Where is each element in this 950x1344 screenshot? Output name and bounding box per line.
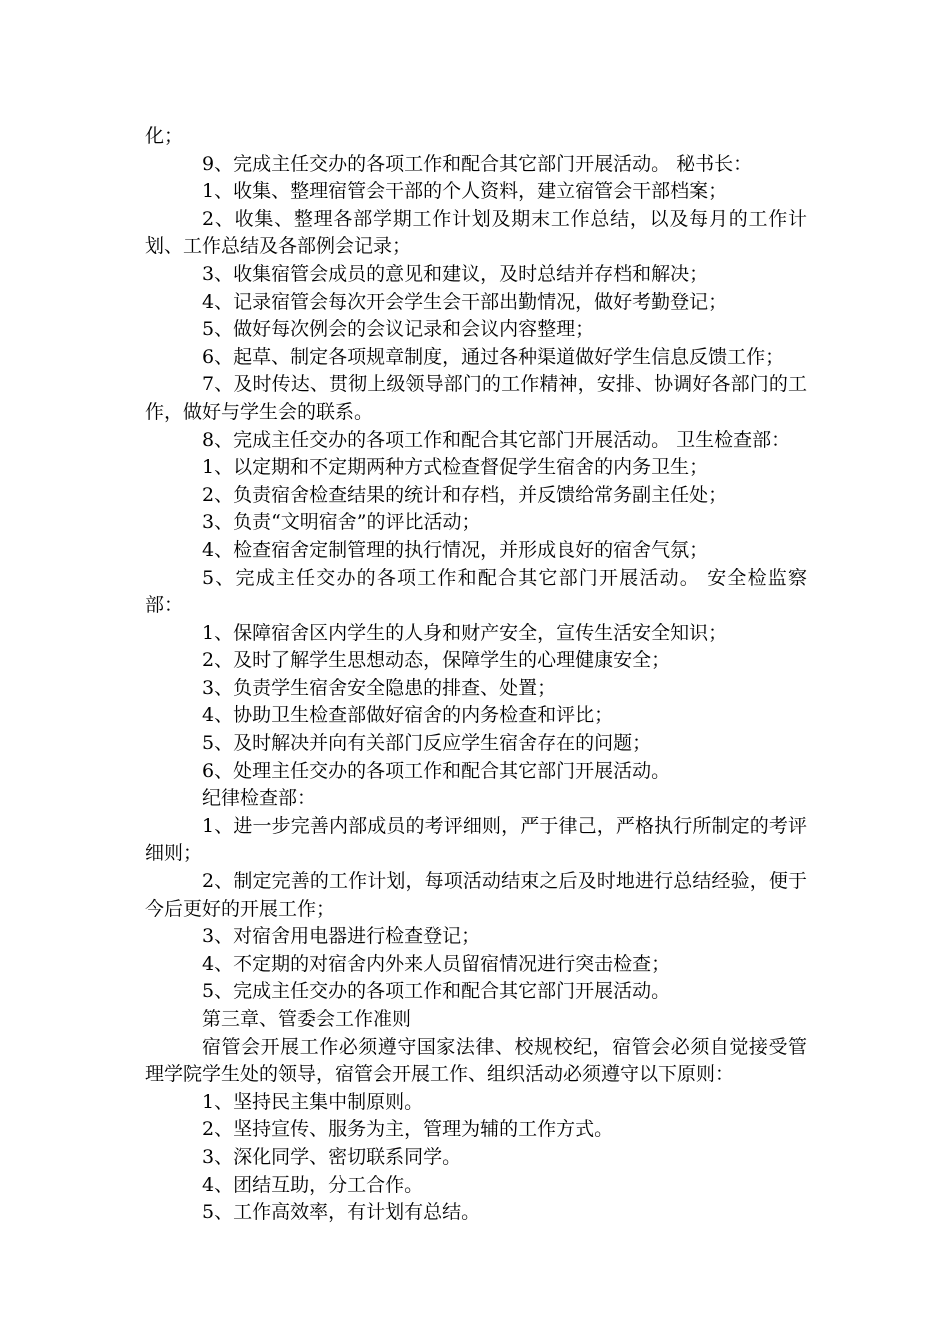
body-paragraph: 2、负责宿舍检查结果的统计和存档，并反馈给常务副主任处； — [202, 483, 728, 506]
body-paragraph: 8、完成主任交办的各项工作和配合其它部门开展活动。 卫生检查部： — [202, 428, 791, 451]
body-paragraph: 纪律检查部： — [202, 787, 317, 810]
body-paragraph: 4、团结互助，分工合作。 — [202, 1173, 424, 1196]
body-paragraph: 5、完成主任交办的各项工作和配合其它部门开展活动。 — [202, 980, 671, 1003]
body-paragraph: 3、负责学生宿舍安全隐患的排查、处置； — [202, 676, 557, 699]
body-paragraph: 5、及时解决并向有关部门反应学生宿舍存在的问题； — [202, 732, 652, 755]
body-paragraph: 2、收集、整理各部学期工作计划及期末工作总结，以及每月的工作计划、工作总结及各部例会记录； — [145, 207, 807, 258]
body-paragraph: 3、负责“文明宿舍”的评比活动； — [202, 511, 481, 534]
body-paragraph: 3、收集宿管会成员的意见和建议，及时总结并存档和解决； — [202, 262, 709, 285]
body-paragraph: 4、记录宿管会每次开会学生会干部出勤情况，做好考勤登记； — [202, 290, 728, 313]
body-paragraph: 3、对宿舍用电器进行检查登记； — [202, 925, 481, 948]
body-paragraph: 5、工作高效率，有计划有总结。 — [202, 1201, 481, 1224]
body-paragraph: 4、不定期的对宿舍内外来人员留宿情况进行突击检查； — [202, 952, 671, 975]
body-paragraph: 7、及时传达、贯彻上级领导部门的工作精神，安排、协调好各部门的工作，做好与学生会的联系。 — [145, 373, 807, 423]
body-paragraph: 6、处理主任交办的各项工作和配合其它部门开展活动。 — [202, 759, 671, 782]
body-paragraph: 4、检查宿舍定制管理的执行情况，并形成良好的宿舍气氛； — [202, 538, 709, 561]
body-paragraph: 6、起草、制定各项规章制度，通过各种渠道做好学生信息反馈工作； — [202, 345, 785, 368]
body-paragraph: 5、完成主任交办的各项工作和配合其它部门开展活动。 安全检监察部： — [145, 566, 807, 617]
body-paragraph: 1、以定期和不定期两种方式检查督促学生宿舍的内务卫生； — [202, 456, 709, 479]
body-paragraph: 1、进一步完善内部成员的考评细则，严于律己，严格执行所制定的考评细则； — [145, 814, 807, 865]
body-paragraph: 2、及时了解学生思想动态，保障学生的心理健康安全； — [202, 649, 671, 672]
body-paragraph: 2、制定完善的工作计划，每项活动结束之后及时地进行总结经验，便于今后更好的开展工作； — [145, 870, 807, 920]
body-paragraph: 4、协助卫生检查部做好宿舍的内务检查和评比； — [202, 704, 614, 727]
body-paragraph: 宿管会开展工作必须遵守国家法律、校规校纪，宿管会必须自觉接受管理学院学生处的领导，宿管会开展工作、组织活动必须遵守以下原则： — [145, 1035, 807, 1086]
body-paragraph: 1、保障宿舍区内学生的人身和财产安全，宣传生活安全知识； — [202, 621, 728, 644]
body-paragraph: 1、坚持民主集中制原则。 — [202, 1090, 424, 1113]
body-paragraph: 9、完成主任交办的各项工作和配合其它部门开展活动。 秘书长： — [202, 152, 753, 175]
document-body — [145, 123, 807, 1227]
body-paragraph: 第三章、管委会工作准则 — [202, 1008, 412, 1030]
body-paragraph: 化； — [145, 125, 184, 147]
body-paragraph: 1、收集、整理宿管会干部的个人资料，建立宿管会干部档案； — [202, 180, 728, 203]
body-paragraph: 2、坚持宣传、服务为主，管理为辅的工作方式。 — [202, 1118, 614, 1141]
body-paragraph: 3、深化同学、密切联系同学。 — [202, 1145, 462, 1168]
body-paragraph: 5、做好每次例会的会议记录和会议内容整理； — [202, 318, 595, 341]
